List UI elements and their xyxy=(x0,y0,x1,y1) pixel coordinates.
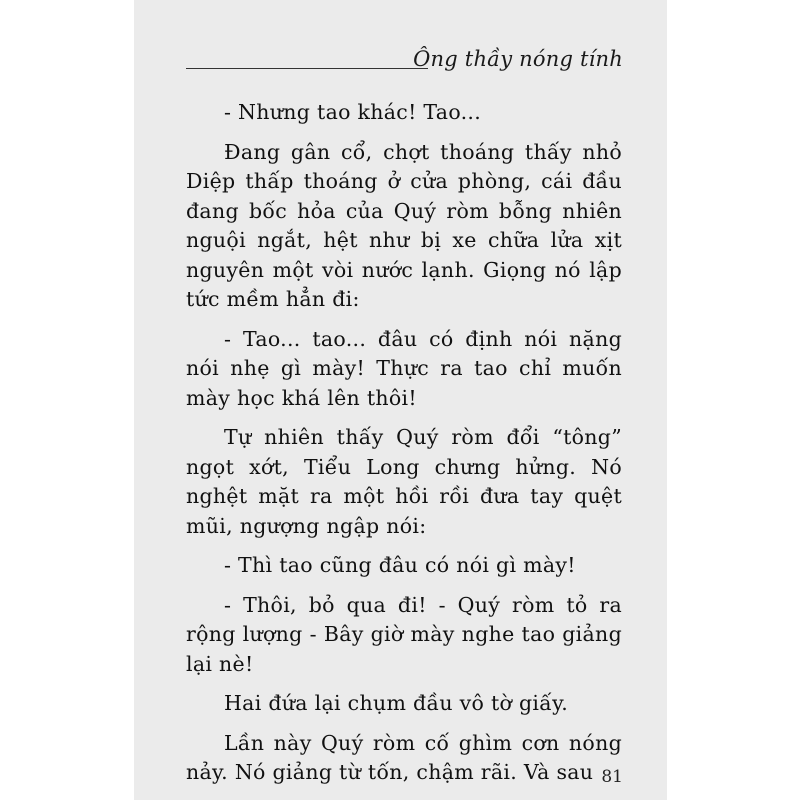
page-number: 81 xyxy=(601,767,623,787)
paragraph: Lần này Quý ròm cố ghìm cơn nóng nảy. Nó giảng từ tốn, chậm rãi. Và sau xyxy=(186,730,622,784)
paragraph: - Thì tao cũng đâu có nói gì mày! xyxy=(224,553,576,577)
paragraph: Tự nhiên thấy Quý ròm đổi “tông” ngọt xớt, Tiểu Long chưng hửng. Nó nghệt mặt ra một hồi rồi đưa tay quệt mũi, ngượng ngập nói: xyxy=(186,425,622,538)
paragraph: - Tao... tao... đâu có định nói nặng nói nhẹ gì mày! Thực ra tao chỉ muốn mày học khá lên thôi! xyxy=(186,326,622,410)
paragraph: - Thôi, bỏ qua đi! - Quý ròm tỏ ra rộng lượng - Bây giờ mày nghe tao giảng lại nè! xyxy=(186,592,622,676)
paragraph: Hai đứa lại chụm đầu vô tờ giấy. xyxy=(224,691,569,715)
paragraph: - Nhưng tao khác! Tao... xyxy=(224,100,482,124)
paragraph: Đang gân cổ, chợt thoáng thấy nhỏ Diệp thấp thoáng ở cửa phòng, cái đầu đang bốc hỏa của Quý ròm bỗng nhiên nguội ngắt, hệt như bị xe chữa lửa xịt nguyên một vòi nước lạnh. Giọng nó lập tức mềm hẳn đi: xyxy=(186,139,622,311)
book-page xyxy=(134,0,667,800)
body-text xyxy=(186,98,622,798)
running-head: Ông thầy nóng tính xyxy=(413,47,623,71)
